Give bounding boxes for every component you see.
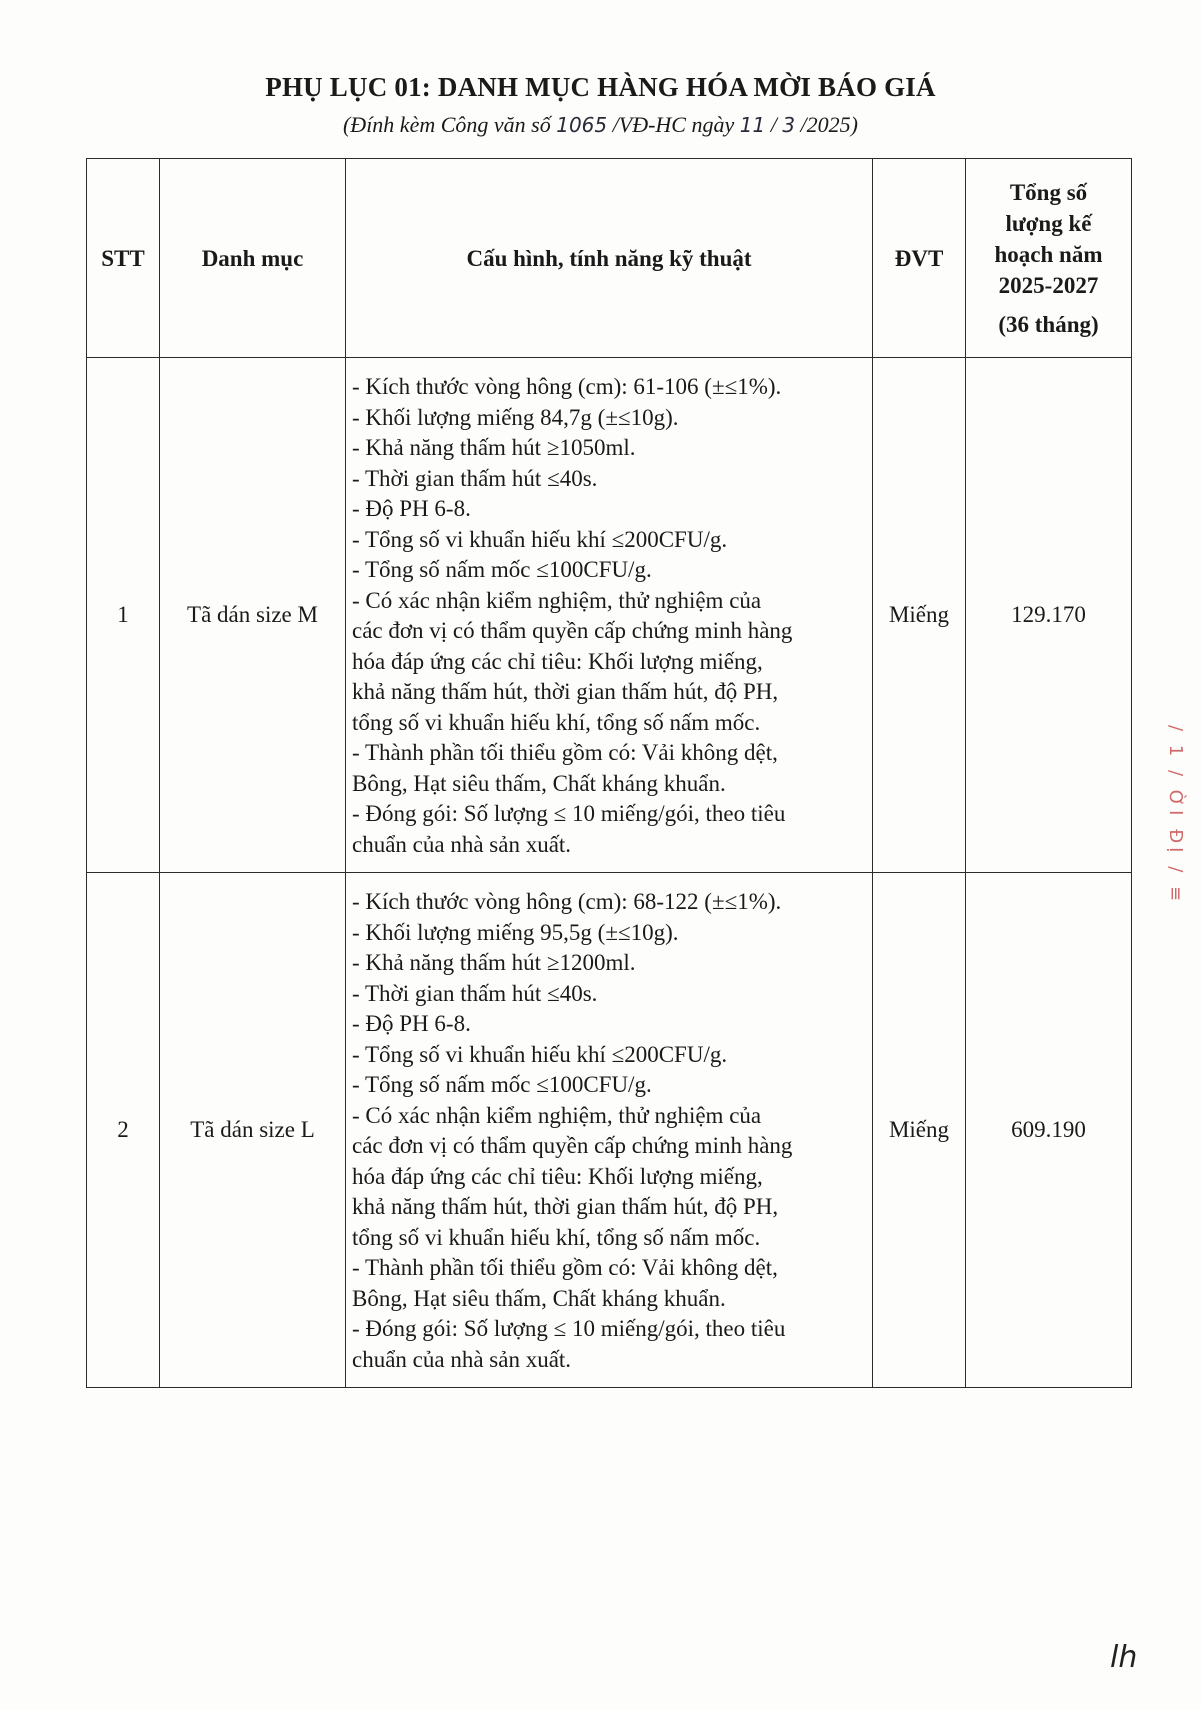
spec-line: - Độ PH 6-8.: [352, 1011, 471, 1036]
spec-line: - Thời gian thấm hút ≤40s.: [352, 465, 598, 491]
row-qty: 129.170: [966, 358, 1132, 873]
spec-line: - Đóng gói: Số lượng ≤ 10 miếng/gói, theo tiêu: [352, 801, 786, 826]
subtitle-mid: /VĐ-HC ngày: [612, 112, 735, 137]
spec-line: - Khối lượng miếng 95,5g (±≤10g).: [352, 919, 679, 945]
spec-line: các đơn vị có thẩm quyền cấp chứng minh hàng: [352, 1133, 793, 1158]
spec-line: - Tổng số nấm mốc ≤100CFU/g.: [352, 557, 652, 582]
row-unit: Miếng: [873, 358, 966, 873]
spec-line: chuẩn của nhà sản xuất.: [352, 831, 572, 857]
spec-line: - Kích thước vòng hông (cm): 61-106 (±≤1%).: [352, 374, 782, 399]
spec-line: - Thành phần tối thiểu gồm có: Vải không dệt,: [352, 1255, 778, 1280]
spec-line: - Thời gian thấm hút ≤40s.: [352, 980, 598, 1006]
subtitle-year: /2025): [800, 112, 858, 137]
spec-line: hóa đáp ứng các chỉ tiêu: Khối lượng miếng,: [352, 648, 763, 674]
spec-line: - Khả năng thấm hút ≥1200ml.: [352, 950, 636, 975]
row-name: Tã dán size M: [160, 358, 346, 873]
spec-line: - Tổng số nấm mốc ≤100CFU/g.: [352, 1072, 652, 1097]
handwritten-initials: lh: [1110, 1640, 1138, 1675]
header-name: Danh mục: [160, 159, 346, 358]
header-qty-line: lượng kế: [1005, 210, 1092, 236]
goods-table: [86, 158, 1132, 1388]
spec-line: - Thành phần tối thiểu gồm có: Vải không dệt,: [352, 740, 778, 765]
document-title: PHỤ LỤC 01: DANH MỤC HÀNG HÓA MỜI BÁO GIÁ: [265, 72, 936, 102]
header-qty-line: 2025-2027: [998, 272, 1099, 298]
row-spec: [346, 358, 873, 873]
spec-line: - Kích thước vòng hông (cm): 68-122 (±≤1%).: [352, 889, 782, 914]
spec-line: - Độ PH 6-8.: [352, 496, 471, 521]
row-stt: 1: [87, 358, 160, 873]
spec-line: - Khối lượng miếng 84,7g (±≤10g).: [352, 404, 679, 430]
spec-line: tổng số vi khuẩn hiếu khí, tổng số nấm mốc.: [352, 1224, 761, 1250]
spec-line: tổng số vi khuẩn hiếu khí, tổng số nấm mốc.: [352, 709, 761, 735]
spec-line: hóa đáp ứng các chỉ tiêu: Khối lượng miếng,: [352, 1163, 763, 1189]
doc-number-handwritten: 1065: [556, 113, 608, 137]
header-qty-line: hoạch năm: [994, 241, 1103, 267]
spec-line: - Tổng số vi khuẩn hiếu khí ≤200CFU/g.: [352, 526, 728, 552]
spec-line: - Có xác nhận kiểm nghiệm, thử nghiệm của: [352, 587, 762, 613]
spec-line: Bông, Hạt siêu thấm, Chất kháng khuẩn.: [352, 1285, 726, 1311]
table-row: [87, 873, 1132, 1388]
margin-stamp: / 1 / ỜI ĐỊ / ≡: [1165, 725, 1186, 906]
header-unit: ĐVT: [873, 159, 966, 358]
spec-line: - Khả năng thấm hút ≥1050ml.: [352, 435, 636, 460]
header-spec: Cấu hình, tính năng kỹ thuật: [346, 159, 873, 358]
spec-line: khả năng thấm hút, thời gian thấm hút, độ PH,: [352, 679, 779, 704]
subtitle-prefix: (Đính kèm Công văn số: [342, 112, 551, 137]
month-handwritten: 3: [782, 113, 796, 137]
table-row: [87, 358, 1132, 873]
day-handwritten: 11: [739, 113, 766, 137]
spec-line: khả năng thấm hút, thời gian thấm hút, độ PH,: [352, 1194, 779, 1219]
row-name: Tã dán size L: [160, 873, 346, 1388]
spec-line: - Tổng số vi khuẩn hiếu khí ≤200CFU/g.: [352, 1041, 728, 1067]
spec-line: các đơn vị có thẩm quyền cấp chứng minh hàng: [352, 618, 793, 643]
header-qty-line: (36 tháng): [998, 311, 1099, 337]
row-spec: [346, 873, 873, 1388]
spec-line: Bông, Hạt siêu thấm, Chất kháng khuẩn.: [352, 770, 726, 796]
header-qty: [966, 159, 1132, 358]
document-subtitle: [0, 112, 1201, 138]
spec-line: chuẩn của nhà sản xuất.: [352, 1346, 572, 1372]
header-stt: STT: [87, 159, 160, 358]
month-separator: /: [770, 112, 777, 137]
row-unit: Miếng: [873, 873, 966, 1388]
spec-line: - Đóng gói: Số lượng ≤ 10 miếng/gói, theo tiêu: [352, 1316, 786, 1341]
row-stt: 2: [87, 873, 160, 1388]
row-qty: 609.190: [966, 873, 1132, 1388]
header-qty-line: Tổng số: [1009, 179, 1088, 205]
table-header-row: [87, 159, 1132, 358]
spec-line: - Có xác nhận kiểm nghiệm, thử nghiệm của: [352, 1102, 762, 1128]
